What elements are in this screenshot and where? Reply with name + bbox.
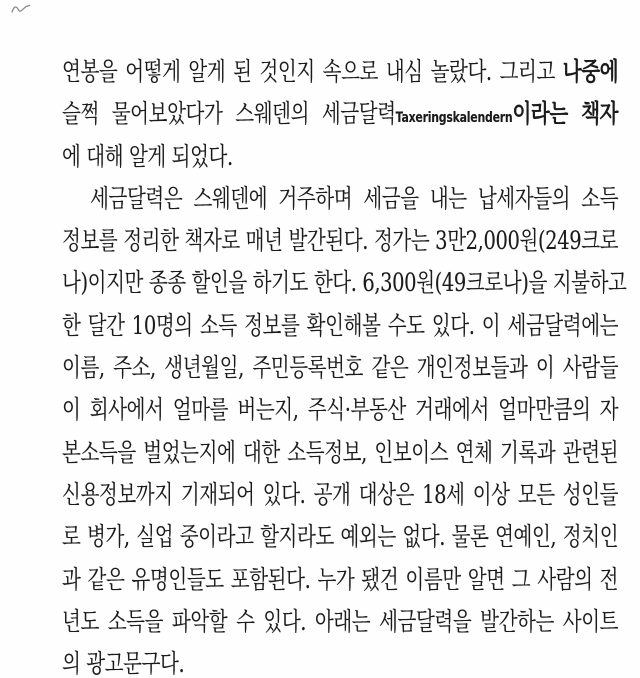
text-line-13: 과 같은 유명인들도 포함된다. 누가 됐건 이름만 알면 그 사람의 전 (62, 564, 619, 594)
line2-text: 슬쩍 물어보았다가 스웨덴의 세금달력 (62, 99, 396, 129)
text-line-3: 에 대해 알게 되었다. (62, 141, 233, 171)
text-line-4: 세금달력은 스웨덴에 거주하며 세금을 내는 납세자들의 소득 (90, 183, 619, 213)
text-line-12: 로 병가, 실업 중이라고 할지라도 예외는 없다. 물론 연예인, 정치인 (62, 522, 619, 552)
text-line-7: 한 달간 10명의 소득 정보를 확인해볼 수도 있다. 이 세금달력에는 (62, 310, 619, 340)
text-line-9: 이 회사에서 얼마를 버는지, 주식·부동산 거래에서 얼마만큼의 자 (62, 395, 619, 425)
text-line-1 (62, 51, 618, 93)
stray-pen-mark (11, 3, 31, 16)
text-line-15: 의 광고문구다. (62, 649, 185, 678)
line1-emphasis: 나중에 (562, 57, 619, 86)
text-line-14: 년도 소득을 파악할 수 있다. 아래는 세금달력을 발간하는 사이트 (62, 606, 619, 636)
body-text (62, 51, 627, 678)
text-line-10: 본소득을 벌었는지에 대한 소득정보, 인보이스 연체 기록과 관련된 (62, 437, 619, 467)
line1-text: 연봉을 어떻게 알게 된 것인지 속으로 내심 놀랐다. 그리고 (62, 57, 563, 86)
text-line-5: 정보를 정리한 책자로 매년 발간된다. 정가는 3만2,000원(249크로 (62, 226, 619, 256)
taxeringskalendern-label: Taxeringskalendern (395, 110, 513, 127)
text-line-8: 이름, 주소, 생년월일, 주민등록번호 같은 개인정보들과 이 사람들 (62, 353, 619, 383)
text-line-6: 나)이지만 종종 할인을 하기도 한다. 6,300원(49크로나)을 지불하고 (62, 268, 627, 298)
text-line-11: 신용정보까지 기재되어 있다. 공개 대상은 18세 이상 모든 성인들 (62, 479, 619, 509)
line2-tail: 이라는 책자 (512, 99, 619, 129)
text-line-2 (62, 93, 618, 135)
